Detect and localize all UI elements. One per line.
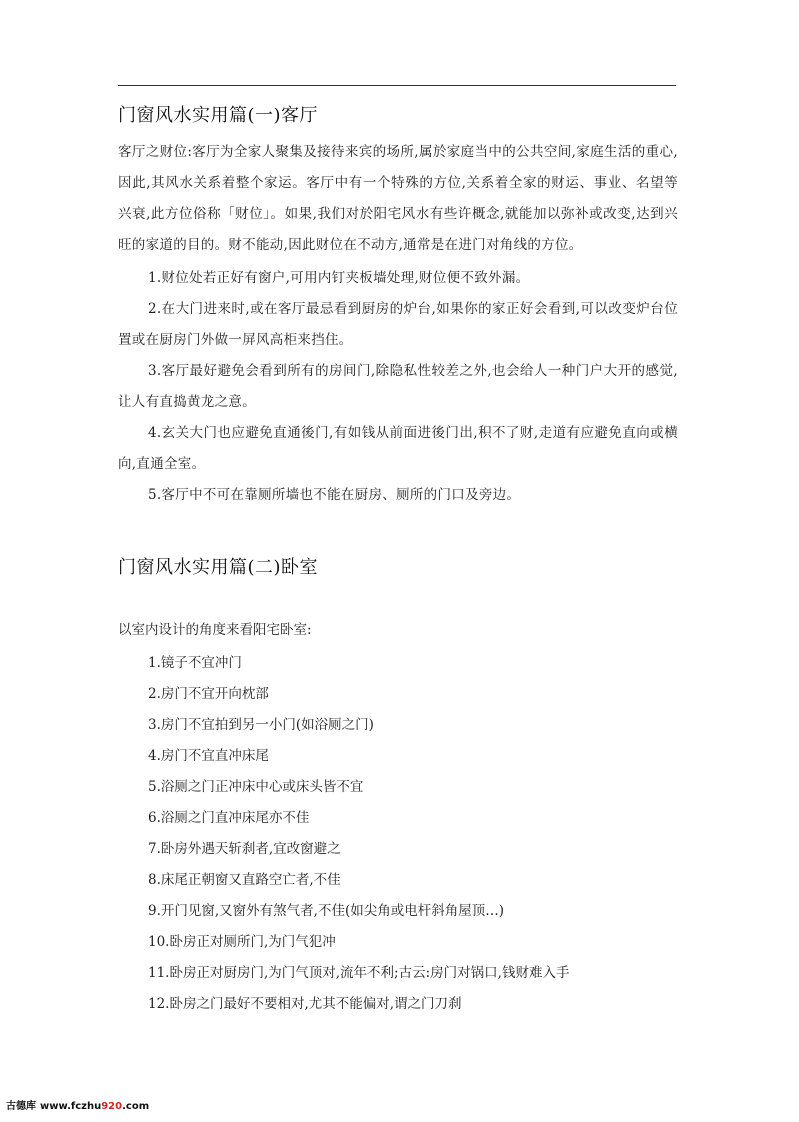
list-item: 7.卧房外遇天斩刹者,宜改窗避之 bbox=[148, 841, 341, 857]
section-title-living-room: 门窗风水实用篇(一)客厅 bbox=[118, 105, 319, 126]
living-room-intro-paragraph: 客厅之财位:客厅为全家人聚集及接待来宾的场所,属於家庭当中的公共空间,家庭生活的重心,因此,其风水关系着整个家运。客厅中有一个特殊的方位,关系着全家的财运、事业、名望等兴衰,此方位俗称「财位」。如果,我们对於阳宅风水有些许概念,就能加以弥补或改变,达到兴旺的家道的目的。财不能动,因此财位在不动方,通常是在进门对角线的方位。 bbox=[118, 144, 678, 253]
living-room-item-5: 5.客厅中不可在靠厕所墙也不能在厨房、厕所的门口及旁边。 bbox=[148, 487, 521, 503]
section-title-bedroom: 门窗风水实用篇(二)卧室 bbox=[118, 557, 319, 578]
footer-site-name: 古德库 bbox=[6, 1101, 36, 1112]
list-item: 4.房门不宜直冲床尾 bbox=[148, 748, 269, 764]
footer-watermark bbox=[6, 1101, 149, 1113]
bedroom-rules-list bbox=[148, 650, 569, 1022]
footer-url-prefix: www.fczhu bbox=[40, 1101, 102, 1112]
list-item: 9.开门见窗,又窗外有煞气者,不佳(如尖角或电杆斜角屋顶…) bbox=[148, 903, 504, 919]
list-item: 10.卧房正对厕所门,为门气犯冲 bbox=[148, 934, 336, 950]
bedroom-intro-line: 以室内设计的角度来看阳宅卧室: bbox=[118, 622, 312, 638]
footer-url-suffix: .com bbox=[122, 1101, 150, 1112]
living-room-item-1: 1.财位处若正好有窗户,可用内钉夹板墙处理,财位便不致外漏。 bbox=[148, 270, 530, 286]
list-item: 1.镜子不宜冲门 bbox=[148, 655, 242, 671]
living-room-item-4: 4.玄关大门也应避免直通後门,有如钱从前面进後门出,积不了财,走道有应避免直向或横向,直通全室。 bbox=[118, 425, 678, 472]
list-item: 11.卧房正对厨房门,为门气顶对,流年不利;古云:房门对锅口,钱财难入手 bbox=[148, 965, 570, 981]
living-room-item-3: 3.客厅最好避免会看到所有的房间门,除隐私性较差之外,也会给人一种门户大开的感觉,让人有直捣黄龙之意。 bbox=[118, 363, 678, 410]
list-item: 5.浴厕之门正冲床中心或床头皆不宜 bbox=[148, 779, 364, 795]
list-item: 8.床尾正朝窗又直路空亡者,不佳 bbox=[148, 872, 341, 888]
header-rule bbox=[118, 85, 676, 86]
list-item: 3.房门不宜拍到另一小门(如浴厕之门) bbox=[148, 717, 374, 733]
list-item: 6.浴厕之门直冲床尾亦不佳 bbox=[148, 810, 310, 826]
living-room-item-2: 2.在大门进来时,或在客厅最忌看到厨房的炉台,如果你的家正好会看到,可以改变炉台位置或在厨房门外做一屏风高柜来挡住。 bbox=[118, 301, 678, 348]
list-item: 12.卧房之门最好不要相对,尤其不能偏对,谓之门刀刹 bbox=[148, 996, 462, 1012]
list-item: 2.房门不宜开向枕部 bbox=[148, 686, 269, 702]
footer-url-accent: 920 bbox=[101, 1101, 123, 1112]
